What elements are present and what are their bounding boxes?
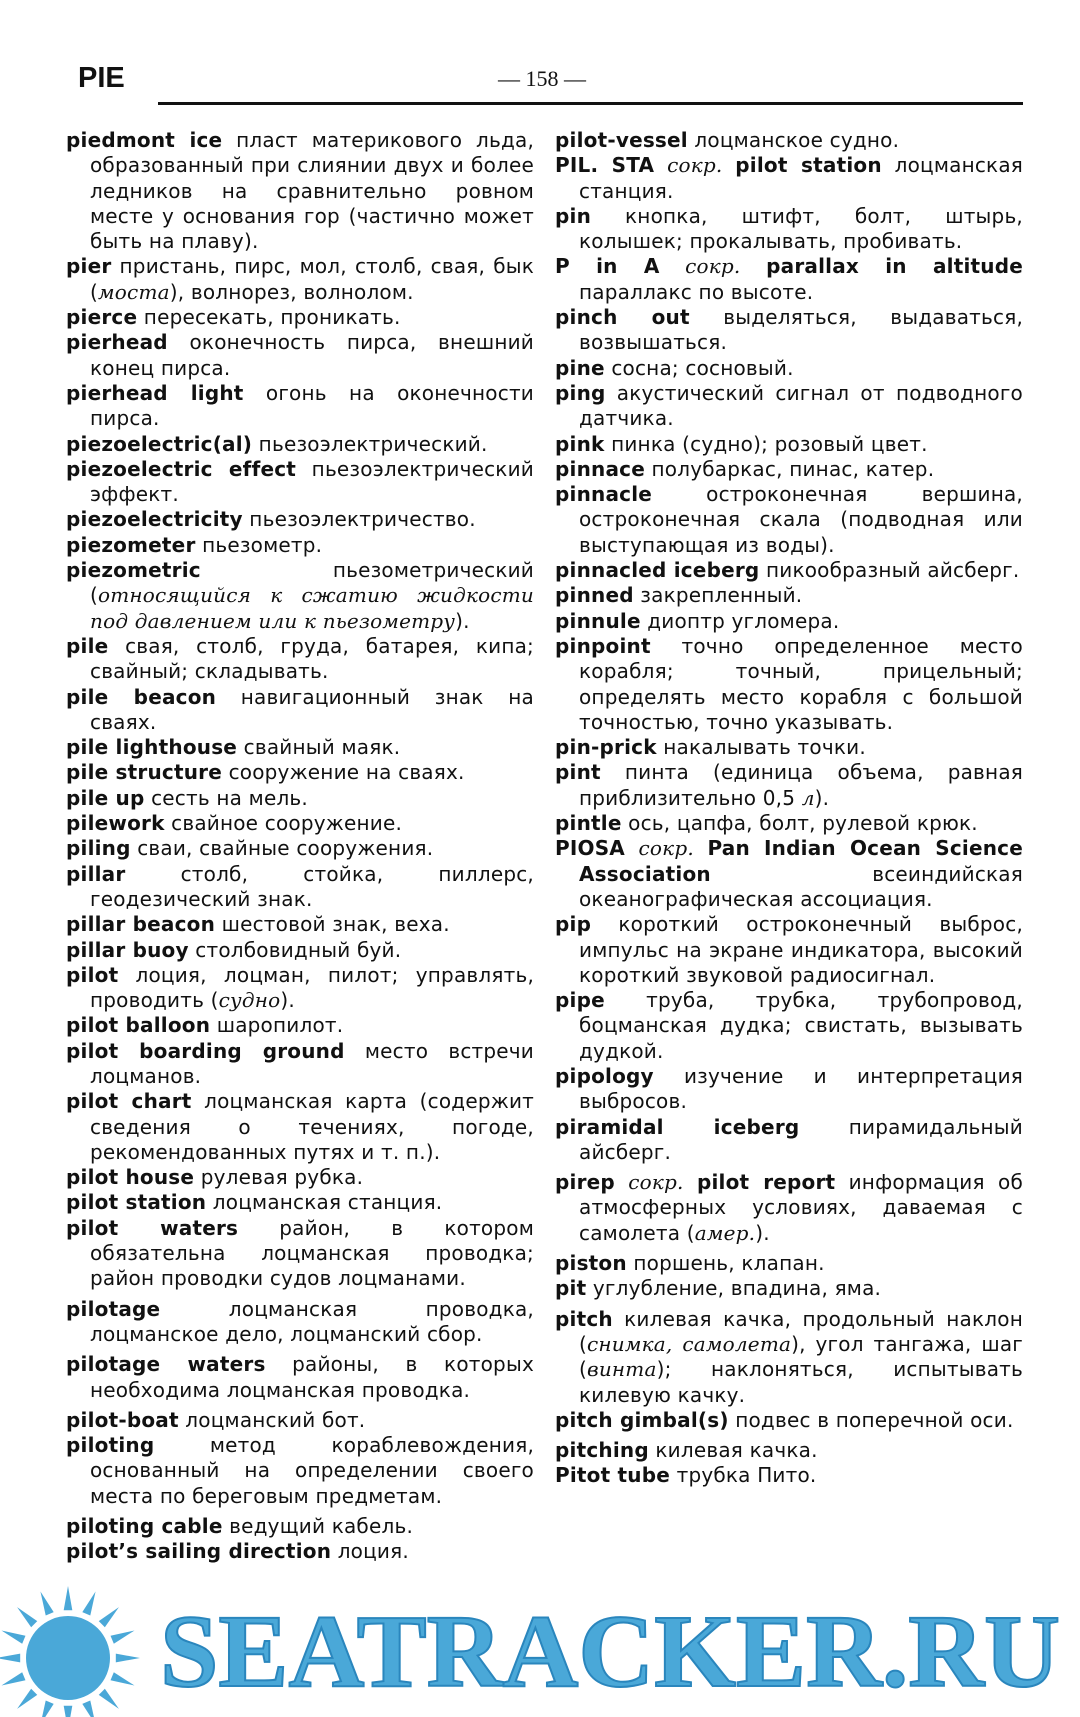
dictionary-entry <box>555 153 1023 204</box>
entry-definition: сесть на мель. <box>144 785 308 810</box>
entry-definition <box>694 836 708 860</box>
watermark-text: SEATRACKER.RU <box>160 1594 1060 1709</box>
entry-headword: piezometric <box>66 558 201 583</box>
entry-definition: пласт материкового льда, образованный при слиянии двух и более ледников на сравнительно ровном месте у основания гор (частично может быть на плаву). <box>90 128 534 254</box>
entry-headword: P in A <box>555 254 660 279</box>
entry-abbreviation: сокр. <box>638 836 694 861</box>
entry-definition: сооружение на сваях. <box>222 760 465 785</box>
entry-definition: пьезометр. <box>195 532 323 557</box>
entry-definition: выделяться, выдаваться, возвышаться. <box>579 305 1024 355</box>
entry-definition: сосна; сосновый. <box>604 355 794 380</box>
dictionary-entry <box>66 254 534 305</box>
entry-definition: изучение и интерпретация выбросов. <box>579 1063 1023 1114</box>
dictionary-entry <box>66 685 534 736</box>
entry-definition: углубление, впадина, яма. <box>586 1276 882 1301</box>
entry-headword: ping <box>555 380 606 405</box>
dictionary-entry <box>555 1064 1023 1115</box>
entry-definition: шестовой знак, веха. <box>215 912 450 937</box>
entry-definition: свайное сооружение. <box>164 811 403 836</box>
entry-definition: лоцманское судно. <box>687 128 900 152</box>
dictionary-entry <box>555 1408 1023 1433</box>
dictionary-entry <box>555 1438 1023 1463</box>
entry-headword: pillar buoy <box>66 937 189 962</box>
dictionary-entry <box>66 305 534 330</box>
header-rule <box>158 102 1023 105</box>
dictionary-entry <box>66 1352 534 1403</box>
entry-headword: pine <box>555 355 605 380</box>
dictionary-entry <box>66 1297 534 1348</box>
dictionary-entry <box>555 482 1023 558</box>
sun-ray <box>17 1689 37 1709</box>
entry-definition: районы, в которых необходима лоцманская проводка. <box>90 1352 534 1402</box>
entry-headword: pierhead light <box>66 380 244 405</box>
entry-definition: ), угол тангажа, шаг ( <box>579 1331 1023 1382</box>
entry-definition: навигационный знак на сваях. <box>90 684 534 734</box>
dictionary-entry <box>66 811 534 836</box>
entry-headword: pilot’s sailing direction <box>66 1539 332 1564</box>
entry-headword: piston <box>555 1251 627 1276</box>
entry-definition: ). <box>755 1220 770 1245</box>
entry-definition: рулевая рубка. <box>194 1165 364 1190</box>
entry-headword: pilot house <box>66 1165 195 1190</box>
entry-headword: Pitot tube <box>555 1463 671 1488</box>
left-column <box>66 128 534 1565</box>
entry-headword: pitch gimbal(s) <box>555 1407 729 1432</box>
entry-abbreviation: судно <box>218 988 281 1013</box>
entry-headword: pile <box>66 633 109 658</box>
entry-headword: pilot station <box>735 153 882 178</box>
dictionary-entry <box>66 558 534 634</box>
entry-abbreviation: сокр. <box>667 153 723 178</box>
entry-headword: piloting <box>66 1433 155 1458</box>
entry-headword: pilotage waters <box>66 1352 266 1377</box>
entry-definition: пьезоэлектричество. <box>242 507 476 532</box>
dictionary-entry <box>66 735 534 760</box>
entry-definition <box>625 836 639 860</box>
entry-definition: пьезоэлектрический. <box>252 431 488 456</box>
entry-definition: закрепленный. <box>633 583 803 608</box>
dictionary-entry <box>555 254 1023 305</box>
dictionary-entry <box>66 457 534 508</box>
entry-headword: pillar <box>66 861 126 886</box>
entry-headword: pilot report <box>696 1170 836 1195</box>
dictionary-entry <box>66 1514 534 1539</box>
entry-definition: свая, столб, груда, батарея, кипа; свайный; складывать. <box>90 633 534 684</box>
entry-headword: pirep <box>555 1170 615 1195</box>
entry-definition <box>684 1170 697 1194</box>
entry-definition: ); наклоняться, испытывать килевую качку. <box>579 1357 1023 1407</box>
watermark <box>0 1560 1080 1717</box>
dictionary-entry <box>555 356 1023 381</box>
entry-definition: оконечность пирса, внешний конец пирса. <box>90 330 534 380</box>
entry-definition: ось, цапфа, болт, рулевой крюк. <box>621 811 978 836</box>
entry-headword: pilotage <box>66 1296 161 1321</box>
entry-definition <box>660 254 686 278</box>
entry-headword: piloting cable <box>66 1514 223 1539</box>
dictionary-entry <box>66 1039 534 1090</box>
entry-abbreviation: относящийся к сжатию жидкости под давлением или к пьезометру <box>90 583 534 633</box>
page-header <box>78 62 1023 106</box>
entry-headword: pinnace <box>555 456 645 481</box>
entry-headword: piling <box>66 836 131 861</box>
dictionary-entry <box>555 811 1023 836</box>
entry-headword: pierhead <box>66 330 168 355</box>
entry-definition: полубаркас, пинас, катер. <box>644 456 935 481</box>
dictionary-entry <box>555 583 1023 608</box>
entry-headword: pitch <box>555 1306 613 1331</box>
dictionary-entry <box>66 786 534 811</box>
entry-headword: pinnule <box>555 608 641 633</box>
entry-definition: короткий остроконечный выброс, импульс на экране индикатора, высокий короткий звуковой радиосигнал. <box>579 912 1023 987</box>
entry-definition: столб, стойка, пиллерс, геодезический знак. <box>90 861 534 911</box>
entry-headword: PIL. STA <box>555 153 655 178</box>
dictionary-entry <box>555 457 1023 482</box>
dictionary-entry <box>555 836 1023 912</box>
entry-headword: pilot chart <box>66 1089 192 1114</box>
entry-definition: пинта (единица объема, равная приблизительно 0,5 <box>579 760 1023 810</box>
entry-headword: pile lighthouse <box>66 735 238 760</box>
entry-definition: остроконечная вершина, остроконечная скала (подводная или выступающая из воды). <box>579 482 1023 557</box>
entry-headword: pilework <box>66 811 165 836</box>
dictionary-entry <box>66 760 534 785</box>
sun-ray <box>116 1654 140 1663</box>
entry-definition: пинка (судно); розовый цвет. <box>604 431 928 456</box>
sun-ray <box>82 1591 95 1615</box>
entry-headword: Pan Indian Ocean Science Association <box>579 836 1024 886</box>
dictionary-entry <box>66 1013 534 1038</box>
dictionary-entry <box>555 912 1023 988</box>
dictionary-entry <box>66 1408 534 1433</box>
entry-headword: pile structure <box>66 760 223 785</box>
entry-definition: лоцманская карта (содержит сведения о течениях, погоде, рекомендованных путях и т. п.). <box>90 1089 534 1164</box>
sun-logo-icon <box>0 1586 140 1717</box>
dictionary-entry <box>66 507 534 532</box>
sun-ray <box>17 1607 37 1627</box>
dictionary-entry <box>555 1307 1023 1408</box>
dictionary-entry <box>555 558 1023 583</box>
entry-headword: parallax in altitude <box>766 254 1024 279</box>
entry-headword: pit <box>555 1276 587 1301</box>
dictionary-entry <box>555 381 1023 432</box>
entry-headword: pinnacled iceberg <box>555 558 760 583</box>
entry-headword: pile beacon <box>66 684 217 709</box>
entry-headword: pinnacle <box>555 482 653 507</box>
dictionary-entry <box>66 1190 534 1215</box>
dictionary-entry <box>555 1170 1023 1246</box>
entry-definition: акустический сигнал от подводного датчика. <box>579 380 1023 431</box>
entry-headword: pilot balloon <box>66 1013 211 1038</box>
entry-headword: pilot-vessel <box>555 128 688 152</box>
entry-definition: трубка Пито. <box>670 1463 817 1488</box>
entry-headword: pilot station <box>66 1190 207 1215</box>
dictionary-entry <box>66 963 534 1014</box>
entry-definition: точно определенное место корабля; точный, прицельный; определять место корабля с большой точностью, точно указывать. <box>579 633 1023 734</box>
entry-definition: ведущий кабель. <box>222 1514 414 1539</box>
entry-definition: район, в котором обязательна лоцманская проводка; район проводки судов лоцманами. <box>90 1215 534 1291</box>
dictionary-entry <box>66 1433 534 1509</box>
entry-definition: огонь на оконечности пирса. <box>90 380 534 431</box>
entry-definition: ), волнорез, волнолом. <box>169 279 414 304</box>
entry-headword: pinch out <box>555 305 690 330</box>
entry-abbreviation: винта <box>587 1357 657 1382</box>
entry-definition: сваи, свайные сооружения. <box>130 836 434 861</box>
dictionary-entry <box>66 836 534 861</box>
dictionary-entry <box>66 1165 534 1190</box>
dictionary-entry <box>555 128 1023 153</box>
entry-definition: лоцманская станция. <box>579 153 1024 203</box>
entry-definition: лоцманская проводка, лоцманское дело, лоцманский сбор. <box>90 1296 534 1346</box>
entry-definition: килевая качка. <box>648 1438 818 1463</box>
entry-definition: метод кораблевождения, основанный на определении своего места по береговым предметам. <box>90 1433 534 1508</box>
entry-headword: pin <box>555 203 592 228</box>
entry-definition <box>741 254 767 278</box>
entry-headword: pinned <box>555 583 634 608</box>
entry-definition: пьезометрический ( <box>90 558 534 608</box>
sun-ray <box>1 1672 25 1685</box>
entry-definition: диоптр угломера. <box>640 608 840 633</box>
entry-headword: pitching <box>555 1438 649 1463</box>
dictionary-entry <box>66 533 534 558</box>
sun-ray <box>64 1586 73 1610</box>
entry-definition: информация об атмосферных условиях, даваемая с самолета ( <box>579 1170 1023 1245</box>
entry-definition: лоцманская станция. <box>206 1190 443 1215</box>
sun-ray <box>40 1701 53 1717</box>
running-headword: PIE <box>78 62 125 94</box>
entry-headword: pipology <box>555 1063 654 1088</box>
entry-headword: pipe <box>555 988 605 1013</box>
entry-definition: пикообразный айсберг. <box>759 558 1020 583</box>
dictionary-entry <box>555 760 1023 811</box>
entry-definition: накалывать точки. <box>656 735 866 760</box>
dictionary-entry <box>66 432 534 457</box>
entry-definition: поршень, клапан. <box>626 1251 825 1276</box>
right-column <box>555 128 1023 1489</box>
entry-definition: килевая качка, продольный наклон ( <box>579 1306 1023 1356</box>
dictionary-entry <box>555 1463 1023 1488</box>
entry-headword: pintle <box>555 811 622 836</box>
dictionary-entry <box>66 381 534 432</box>
entry-definition: подвес в поперечной оси. <box>728 1407 1014 1432</box>
entry-headword: pier <box>66 254 112 279</box>
entry-definition: ). <box>814 785 830 810</box>
dictionary-entry <box>555 432 1023 457</box>
entry-definition: столбовидный буй. <box>188 937 402 962</box>
dictionary-entry <box>555 609 1023 634</box>
entry-abbreviation: сокр. <box>628 1170 684 1195</box>
entry-definition: место встречи лоцманов. <box>90 1038 534 1088</box>
entry-definition: пьезоэлектрический эффект. <box>90 456 534 507</box>
dictionary-entry <box>66 128 534 254</box>
dictionary-entry <box>555 735 1023 760</box>
entry-definition <box>615 1170 628 1194</box>
entry-definition: лоцманский бот. <box>178 1407 366 1432</box>
entry-headword: piezoelectricity <box>66 507 243 532</box>
entry-abbreviation: сокр. <box>685 254 741 279</box>
dictionary-entry <box>555 204 1023 255</box>
sun-ray <box>1 1630 25 1643</box>
entry-definition: кнопка, штифт, болт, штырь, колышек; прокалывать, пробивать. <box>579 203 1023 254</box>
dictionary-entry <box>555 1115 1023 1166</box>
entry-headword: piedmont ice <box>66 128 223 152</box>
entry-abbreviation: л <box>801 785 815 810</box>
entry-headword: pink <box>555 431 605 456</box>
entry-definition: ). <box>280 988 295 1013</box>
entry-definition <box>654 153 667 177</box>
entry-headword: pilot waters <box>66 1215 239 1240</box>
entry-definition: пересекать, проникать. <box>137 305 401 330</box>
sun-ray <box>99 1689 119 1709</box>
entry-headword: piezometer <box>66 532 196 557</box>
dictionary-entry <box>555 1251 1023 1276</box>
sun-ray <box>111 1672 135 1685</box>
dictionary-entry <box>555 305 1023 356</box>
sun-ray <box>40 1591 53 1615</box>
entry-abbreviation: амер. <box>694 1220 756 1245</box>
entry-definition <box>722 153 735 177</box>
entry-abbreviation: снимка, самолета <box>587 1331 792 1356</box>
entry-headword: PIOSA <box>555 836 625 861</box>
entry-definition: шаропилот. <box>210 1013 344 1038</box>
entry-definition: пристань, пирс, мол, столб, свая, бык ( <box>90 254 534 304</box>
entry-definition: всеиндийская океанографическая ассоциация. <box>579 861 1023 911</box>
dictionary-entry <box>555 634 1023 735</box>
sun-ray <box>64 1706 73 1717</box>
entry-headword: pilot <box>66 962 119 987</box>
entry-definition: лоция, лоцман, пилот; управлять, проводить ( <box>90 962 534 1013</box>
sun-ray <box>82 1701 95 1717</box>
entry-definition: пирамидальный айсберг. <box>579 1114 1023 1164</box>
entry-headword: pin-prick <box>555 735 657 760</box>
entry-headword: pilot boarding ground <box>66 1038 345 1063</box>
entry-headword: pierce <box>66 305 138 330</box>
dictionary-entry <box>66 634 534 685</box>
dictionary-entry <box>66 912 534 937</box>
entry-headword: piramidal iceberg <box>555 1114 800 1139</box>
entry-definition: лоция. <box>331 1539 409 1564</box>
dictionary-entry <box>555 988 1023 1064</box>
dictionary-entry <box>66 862 534 913</box>
entry-abbreviation: моста <box>98 279 170 304</box>
dictionary-entry <box>66 1216 534 1292</box>
entry-headword: pile up <box>66 785 145 810</box>
page-number: — 158 — <box>498 66 586 91</box>
entry-definition: ). <box>455 608 470 633</box>
entry-headword: piezoelectric(al) <box>66 431 253 456</box>
entry-definition: свайный маяк. <box>237 735 401 760</box>
dictionary-entry <box>66 330 534 381</box>
entry-definition: параллакс по высоте. <box>579 279 814 304</box>
sun-ray <box>111 1630 135 1643</box>
entry-headword: pinpoint <box>555 633 651 658</box>
entry-headword: pilot-boat <box>66 1407 179 1432</box>
sun-ray <box>0 1654 20 1663</box>
entry-definition: труба, трубка, трубопровод, боцманская дудка; свистать, вызывать дудкой. <box>579 988 1023 1063</box>
entry-headword: pint <box>555 760 601 785</box>
entry-headword: pillar beacon <box>66 912 216 937</box>
dictionary-entry <box>66 938 534 963</box>
dictionary-entry <box>555 1276 1023 1301</box>
sun-ray <box>99 1607 119 1627</box>
entry-headword: piezoelectric effect <box>66 456 297 481</box>
dictionary-entry <box>66 1089 534 1165</box>
entry-headword: pip <box>555 912 592 937</box>
